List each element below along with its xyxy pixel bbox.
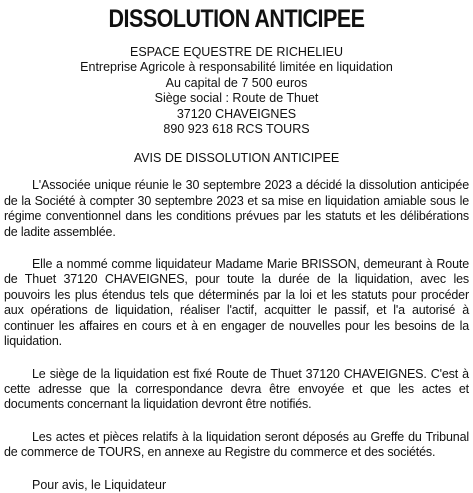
paragraph-filing: Les actes et pièces relatifs à la liquidation seront déposés au Greffe du Tribunal de commerce de TOURS, en annexe au Registre du commerce et des sociétés.	[4, 429, 469, 460]
notice-heading: AVIS DE DISSOLUTION ANTICIPEE	[133, 151, 340, 166]
company-capital: Au capital de 7 500 euros	[165, 75, 308, 90]
paragraph-dissolution: L'Associée unique réunie le 30 septembre 2023 a décidé la dissolution anticipée de la Société à compter 30 septembre 2023 et sa mise en liquidation amiable sous le régime conventionnel dans les conditions prévues par les statuts et les délibérations de ladite assemblée.	[4, 178, 469, 239]
company-name: ESPACE EQUESTRE DE RICHELIEU	[129, 45, 343, 59]
company-rcs: 890 923 618 RCS TOURS	[163, 122, 310, 137]
notice-title: DISSOLUTION ANTICIPEE	[108, 5, 365, 33]
paragraph-liquidation-seat: Le siège de la liquidation est fixé Route de Thuet 37120 CHAVEIGNES. C'est à cette adresse que la correspondance devra être envoyée et que les actes et documents concernant la liquidation devront être notifiés.	[4, 366, 469, 412]
company-registered-office: Siège social : Route de Thuet	[154, 91, 319, 106]
company-legal-form: Entreprise Agricole à responsabilité limitée en liquidation	[80, 60, 393, 75]
company-city: 37120 CHAVEIGNES	[176, 106, 297, 121]
company-header	[4, 45, 469, 137]
signature: Pour avis, le Liquidateur	[32, 477, 167, 492]
paragraph-liquidator: Elle a nommé comme liquidateur Madame Marie BRISSON, demeurant à Route de Thuet 37120 CHAVEIGNES, pour toute la durée de la liquidation, avec les pouvoirs les plus étendus tels que déterminés par la loi et les statuts pour procéder aux opérations de liquidation, réaliser l'actif, acquitter le passif, et l'a autorisé à continuer les affaires en cours et à en engager de nouvelles pour les besoins de la liquidation.	[4, 257, 469, 349]
